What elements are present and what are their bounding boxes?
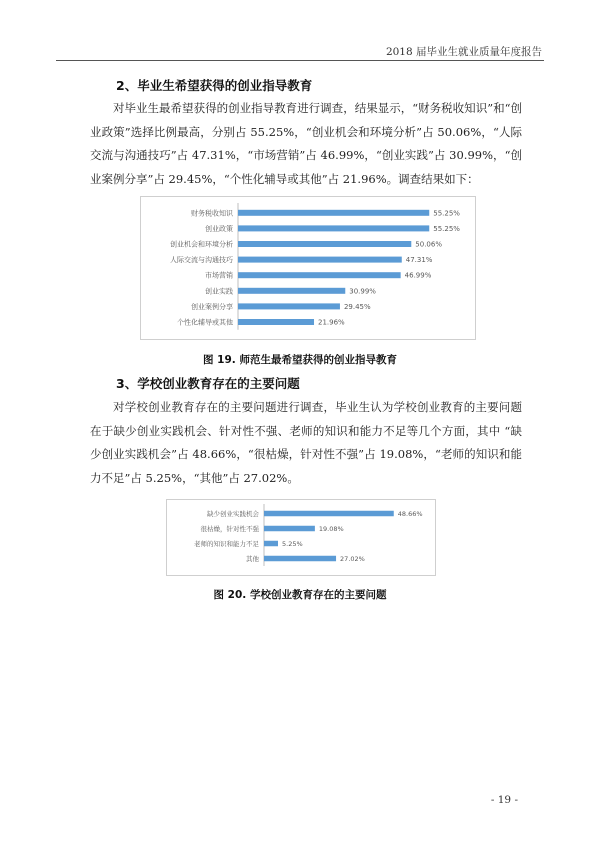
bar (238, 257, 402, 263)
category-label: 很枯燥，针对性不强 (200, 525, 259, 533)
page-number: - 19 - (490, 794, 518, 806)
data-label: 50.06% (415, 240, 442, 249)
category-label: 缺少创业实践机会 (207, 510, 259, 518)
data-label: 29.45% (343, 302, 371, 311)
data-label: 5.25% (282, 540, 303, 548)
bar (238, 272, 401, 278)
bar (238, 288, 345, 294)
category-label: 市场营销 (205, 271, 233, 280)
bar (238, 210, 429, 216)
section-heading-3: 3、学校创业教育存在的主要问题 (116, 376, 300, 391)
bar (238, 225, 429, 231)
bar (264, 556, 336, 562)
figure-caption-19: 图 19. 师范生最希望获得的创业指导教育 (203, 354, 397, 366)
chart-fig20-svg (167, 500, 435, 575)
chart-fig20 (166, 499, 436, 576)
category-label: 财务税收知识 (191, 209, 233, 218)
category-label: 创业实践 (205, 287, 233, 296)
bar (264, 526, 315, 532)
data-label: 46.99% (404, 271, 432, 280)
data-label: 21.96% (318, 318, 345, 327)
section-paragraph-2: 对毕业生最希望获得的创业指导教育进行调查，结果显示，“财务税收知识”和“创业政策”选择比例最高，分别占 55.25%，“创业机会和环境分析”占 50.06%，“人际交流与沟通技巧”占 47.31%，“市场营销”占 46.99%，“创业实践”占 30.99%，“创业案例分享”占 29.45%，“个性化辅导或其他”占 21.96%。调查结果如下： (90, 101, 522, 186)
data-label: 48.66% (397, 510, 423, 518)
bar (264, 541, 278, 547)
section-paragraph-3: 对学校创业教育存在的主要问题进行调查，毕业生认为学校创业教育的主要问题在于缺少创业实践机会、针对性不强、老师的知识和能力不足等几个方面，其中 “缺少创业实践机会”占 48.66%，“很枯燥，针对性不强”占 19.08%，“老师的知识和能力不足”占 5.25%，“其他”占 27.02%。 (90, 400, 522, 485)
category-label: 其他 (246, 555, 259, 563)
bar (238, 241, 411, 247)
data-label: 27.02% (340, 555, 365, 563)
data-label: 47.31% (405, 256, 433, 265)
bar (264, 511, 394, 517)
chart-fig19 (140, 196, 476, 340)
category-label: 老师的知识和能力不足 (194, 540, 259, 548)
header-rule (56, 60, 544, 61)
section-heading-2: 2、毕业生希望获得的创业指导教育 (116, 78, 313, 93)
data-label: 19.08% (318, 525, 344, 533)
category-label: 个性化辅导或其他 (177, 318, 233, 327)
data-label: 55.25% (433, 209, 460, 218)
chart-fig19-svg (141, 197, 475, 339)
category-label: 创业机会和环境分析 (170, 240, 233, 249)
figure-caption-20: 图 20. 学校创业教育存在的主要问题 (213, 589, 387, 601)
running-header: 2018 届毕业生就业质量年度报告 (385, 46, 542, 58)
data-label: 30.99% (349, 287, 376, 296)
category-label: 创业案例分享 (191, 302, 233, 311)
category-label: 创业政策 (205, 224, 233, 233)
category-label: 人际交流与沟通技巧 (170, 256, 233, 265)
bar (238, 319, 314, 325)
data-label: 55.25% (433, 224, 460, 233)
bar (238, 303, 340, 309)
